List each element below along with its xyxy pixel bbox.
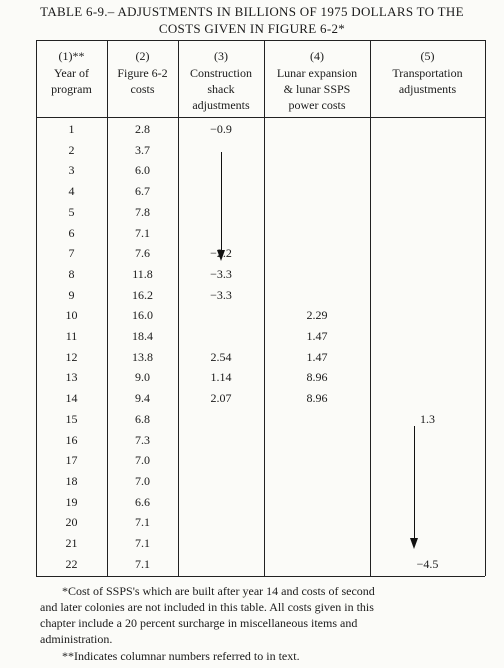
table-top-border xyxy=(36,40,485,41)
cell-figure-costs: 6.8 xyxy=(135,411,150,426)
column-number: (3) xyxy=(214,49,228,63)
cell-year: 8 xyxy=(68,266,75,281)
cell-figure-costs: 7.1 xyxy=(135,225,150,240)
cell-construction-shack: 2.54 xyxy=(210,349,232,364)
cell-year: 19 xyxy=(65,494,78,509)
table-title-line-1: TABLE 6-9.– ADJUSTMENTS IN BILLIONS OF 1975 DOLLARS TO THE xyxy=(40,4,464,19)
cell-year: 12 xyxy=(65,349,78,364)
cell-figure-costs: 13.8 xyxy=(132,349,153,364)
footnote-1-line-3: chapter include a 20 percent surcharge in miscellaneous items and xyxy=(40,616,358,630)
cell-lunar-expansion: 1.47 xyxy=(306,329,328,343)
cell-figure-costs: 7.6 xyxy=(135,246,150,261)
column-divider-4 xyxy=(370,40,371,576)
transportation-continuation-arrow xyxy=(414,426,415,539)
column-header-label-line: power costs xyxy=(288,98,346,112)
cell-year: 20 xyxy=(65,515,78,530)
table-right-border xyxy=(485,40,486,576)
cell-year: 14 xyxy=(65,391,78,406)
cell-year: 16 xyxy=(65,432,78,447)
cell-figure-costs: 7.8 xyxy=(135,204,150,219)
construction-shack-continuation-arrow xyxy=(221,152,222,251)
cell-figure-costs: 7.3 xyxy=(135,432,150,447)
cell-year: 15 xyxy=(65,411,78,426)
cell-figure-costs: 9.0 xyxy=(135,370,150,385)
cell-construction-shack: 1.14 xyxy=(210,370,232,385)
cell-figure-costs: 7.0 xyxy=(135,453,150,468)
column-header-label-line: adjustments xyxy=(398,82,457,96)
cell-figure-costs: 7.1 xyxy=(135,515,150,530)
column-header-label-line: shack xyxy=(207,82,235,96)
cell-figure-costs: 16.0 xyxy=(132,308,153,323)
column-header-label-line: program xyxy=(51,82,92,96)
cell-figure-costs: 6.6 xyxy=(135,494,150,509)
cell-year: 4 xyxy=(68,184,75,199)
cell-construction-shack: 2.07 xyxy=(210,391,232,406)
column-divider-2 xyxy=(178,40,179,576)
cell-transportation: −4.5 xyxy=(416,556,439,571)
cell-year: 2 xyxy=(68,142,75,157)
cell-year: 22 xyxy=(65,556,78,571)
cell-lunar-expansion: 8.96 xyxy=(306,370,328,385)
cell-year: 11 xyxy=(65,329,78,343)
cell-lunar-expansion: 8.96 xyxy=(306,391,328,406)
column-header-label-line: Lunar expansion xyxy=(276,66,358,80)
column-header-label-line: costs xyxy=(130,82,155,96)
cell-construction-shack: −3.3 xyxy=(210,287,232,302)
footnote-1-line-1: *Cost of SSPS's which are built after year 14 and costs of second xyxy=(62,584,375,598)
column-header-year xyxy=(36,48,107,97)
column-number: (2) xyxy=(135,49,150,63)
cell-figure-costs: 2.8 xyxy=(135,122,150,136)
cell-transportation: 1.3 xyxy=(420,411,435,426)
cell-year: 17 xyxy=(65,453,78,468)
transportation-arrowhead-icon xyxy=(410,538,418,549)
cell-figure-costs: 7.1 xyxy=(135,536,150,550)
cell-lunar-expansion: 1.47 xyxy=(306,349,328,364)
cell-figure-costs: 7.1 xyxy=(135,556,150,571)
cell-figure-costs: 18.4 xyxy=(132,329,153,343)
column-header-construction-shack xyxy=(178,48,264,113)
column-header-label-line: adjustments xyxy=(192,98,250,112)
column-number: (1)** xyxy=(58,49,85,63)
column-header-figure-costs xyxy=(107,48,178,97)
cell-year: 3 xyxy=(68,163,75,178)
cell-construction-shack: −2.2 xyxy=(210,246,232,261)
footnote-1-line-4: administration. xyxy=(40,632,113,646)
cell-year: 10 xyxy=(65,308,78,323)
column-number: (4) xyxy=(310,49,324,63)
cell-year: 1 xyxy=(68,122,75,136)
cell-year: 13 xyxy=(65,370,78,385)
column-header-label-line: & lunar SSPS xyxy=(283,82,351,96)
column-header-label-line: Figure 6-2 xyxy=(117,66,168,80)
cell-year: 18 xyxy=(65,473,78,488)
column-header-transportation xyxy=(370,48,485,97)
cell-construction-shack: −3.3 xyxy=(210,266,232,281)
cell-figure-costs: 6.0 xyxy=(135,163,150,178)
cell-year: 7 xyxy=(68,246,75,261)
cell-year: 21 xyxy=(65,536,78,550)
cell-figure-costs: 9.4 xyxy=(135,391,150,406)
footnote-2: **Indicates columnar numbers referred to in text. xyxy=(62,649,300,663)
column-number: (5) xyxy=(420,49,435,63)
cell-construction-shack: −0.9 xyxy=(210,122,232,136)
cell-figure-costs: 16.2 xyxy=(132,287,153,302)
column-header-label-line: Construction xyxy=(190,66,252,80)
column-header-label-line: Year of xyxy=(53,66,90,80)
column-header-lunar-expansion xyxy=(264,48,370,113)
cell-figure-costs: 3.7 xyxy=(135,142,150,157)
cell-figure-costs: 11.8 xyxy=(132,266,153,281)
cell-year: 9 xyxy=(68,287,75,302)
cell-year: 5 xyxy=(68,204,75,219)
footnote-1-line-2: and later colonies are not included in this table. All costs given in this xyxy=(40,600,374,614)
table-title-line-2: COSTS GIVEN IN FIGURE 6-2* xyxy=(158,21,346,36)
cell-figure-costs: 6.7 xyxy=(135,184,150,199)
cell-year: 6 xyxy=(68,225,75,240)
construction-shack-arrowhead-icon xyxy=(217,250,225,261)
table-bottom-border xyxy=(36,576,485,577)
cell-figure-costs: 7.0 xyxy=(135,473,150,488)
cell-lunar-expansion: 2.29 xyxy=(306,308,328,323)
header-divider xyxy=(36,117,485,118)
column-header-label-line: Transportation xyxy=(392,66,463,80)
